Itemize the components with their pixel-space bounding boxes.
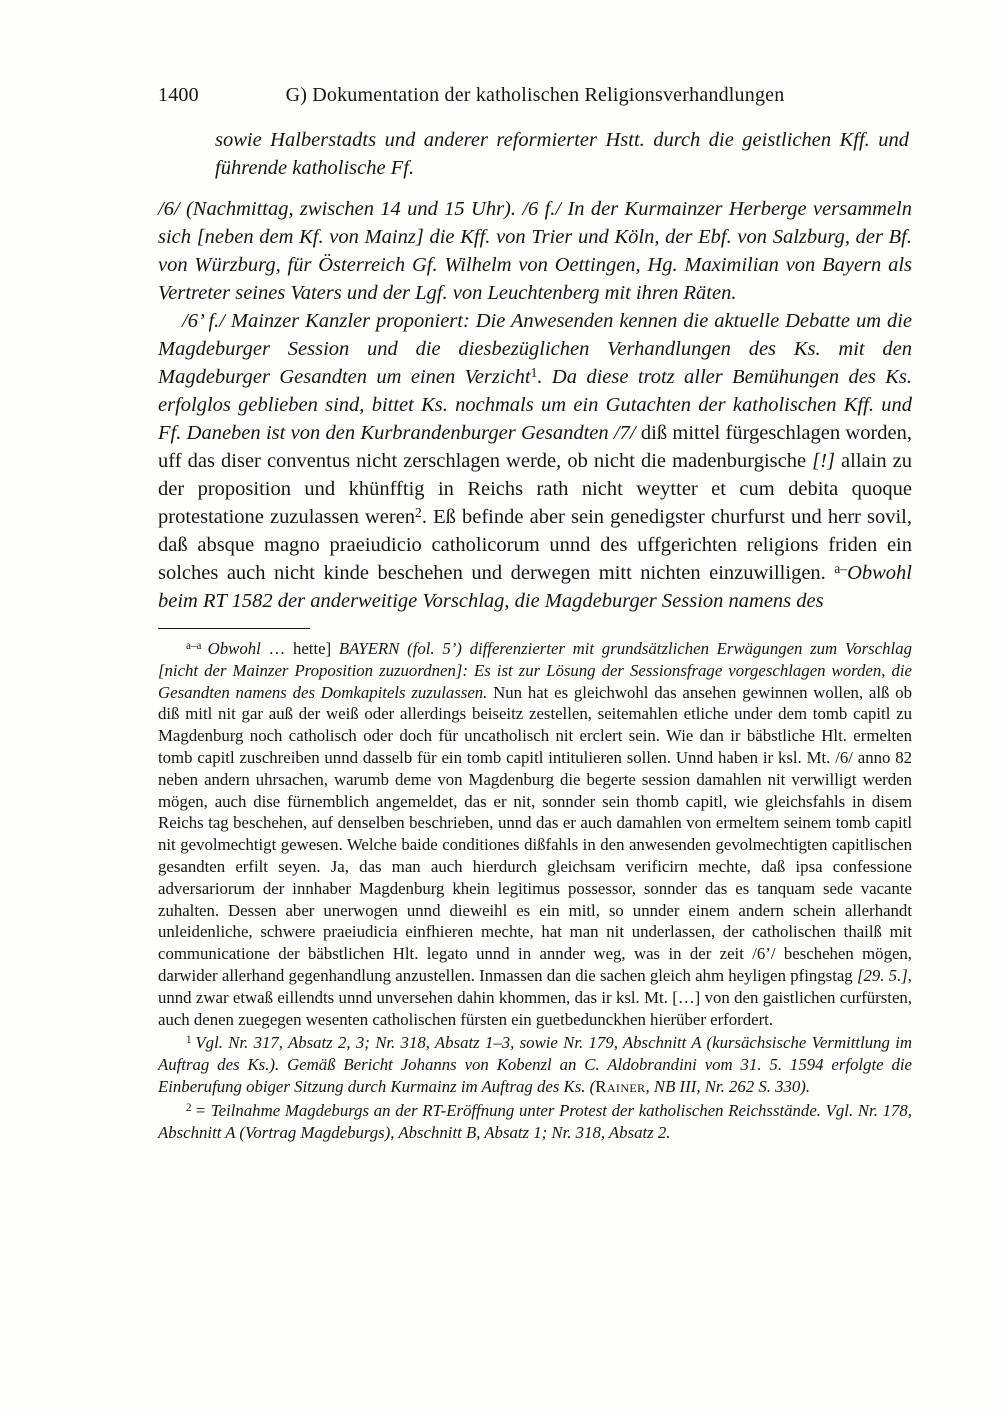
footnote-2: $^2$ = Teilnahme Magdeburgs an der RT-Eröffnung unter Protest der katholischen Reichsstände. Vgl. Nr. 178, Abschnitt A (Vortrag Magdeburgs), Abschnitt B, Absatz 1; Nr. 318, Absatz 2. (158, 1100, 912, 1142)
text-block (158, 84, 912, 1143)
regest-heading: sowie Halberstadts und anderer reformierter Hstt. durch die geistlichen Kff. und führende katholische Ff. (215, 129, 909, 179)
page-number: 1400 (158, 84, 199, 106)
running-header (158, 84, 912, 110)
footnote-separator (158, 628, 310, 629)
footnote-1: $^1$ Vgl. Nr. 317, Absatz 2, 3; Nr. 318, Absatz 1–3, sowie Nr. 179, Abschnitt A (kursächsische Vermittlung im Auftrag des Ks.). Gemäß Bericht Johanns von Kobenzl an C. Aldobrandini vom 31. 5. 1594 erfolgte die Einberufung obiger Sitzung durch Kurmainz im Auftrag des Ks. (Rainer, NB III, Nr. 262 S. 330). (158, 1033, 912, 1096)
footnote-apparatus-a: $^{a-a}$ Obwohl … hette] BAYERN (fol. 5’) differenzierter mit grundsätzlichen Erwägungen zum Vorschlag [nicht der Mainzer Proposition zuzuordnen]: Es ist zur Lösung der Sessionsfrage vorgeschlagen worden, die Gesandten namens des Domkapitels zuzulassen. Nun hat es gleichwohl das ansehen gewinnen wollen, alß ob diß mitl nit gar auß der weiß oder allerdings beiseitz zestellen, seitemahlen etliche under dem tomb capitl zu Magdenburg noch catholisch oder doch für uncatholisch nit erclert sein. Wie dan ir bäbstliche Hlt. ermelten tomb capitl zuschreiben unnd dasselb für ein tomb capitl intitulieren sollen. Unnd haben ir ksl. Mt. /6/ anno 82 neben andern uhrsachen, warumb deme von Magdenburg die begerte session damahlen nit verwilligt werden mögen, auch dise fürnemblich angemeldet, das er nit, sonnder sein thomb capitl, wie gleichsfahls in disem Reichs tag beschehen, auf denselben beschrieben, unnd das er auch damahlen von ermeltem seinem tomb capitl nit gevolmechtigt gewesen. Welche baide conditiones dißfahls in den anwesenden gevolmechtigten capitlischen gesandten erfilt seyen. Ja, das man auch hierdurch gleichsam verificirn mechte, daß ipsa confessione adversariorum der innhaber Magdenburg khein legitimus possessor, sonnder das es tanquam sede vacante zuhalten. Dessen aber unerwogen unnd dieweihl es ein mitl, so unnder einem andern schein allerhandt unleidenliche, schwere praeiudicia einfhieren mechte, hat man nit underlassen, der catholischen thailß mit communicatione der bäbstlichen Hlt. legato unnd in annder weg, was in der zeit /6’/ beschehen mögen, darwider allerhand gegenhandlung anzustellen. Inmassen dan die sachen gleich ahm heyligen pfingstag [29. 5.], unnd zwar etwaß eillendts unnd unversehen dahin khommen, das ir ksl. Mt. […] von den gaistlichen curfürsten, auch denen zuegegen wesenten catholischen fürsten ein guetbedunckhen hierüber erfordert. (158, 639, 912, 1029)
main-text (158, 195, 912, 615)
running-header-title: G) Dokumentation der katholischen Religionsverhandlungen (285, 84, 785, 106)
paragraph-session-description: /6/ (Nachmittag, zwischen 14 und 15 Uhr). /6 f./ In der Kurmainzer Herberge versammeln sich [neben dem Kf. von Mainz] die Kff. von Trier und Köln, der Ebf. von Salzburg, der Bf. von Würzburg, für Österreich Gf. Wilhelm von Oettingen, Hg. Maximilian von Bayern als Vertreter seines Vaters und der Lgf. von Leuchtenberg mit ihren Räten. (158, 198, 912, 304)
paragraph-kanzler-proposition: /6’ f./ Mainzer Kanzler proponiert: Die Anwesenden kennen die aktuelle Debatte um die Magdeburger Session und die diesbezüglichen Verhandlungen des Ks. mit den Magdeburger Gesandten um einen Verzicht$^1$. Da diese trotz aller Bemühungen des Ks. erfolglos geblieben sind, bittet Ks. nochmals um ein Gutachten der katholischen Kff. und Ff. Daneben ist von den Kurbrandenburger Gesandten /7/ diß mittel fürgeschlagen worden, uff das diser conventus nicht zerschlagen werde, ob nicht die madenburgische [!] allain zu der proposition und khünfftig in Reichs rath nicht weytter et cum debita quoque protestatione zuzulassen weren$^2$. Eß befinde aber sein genedigster churfurst und herr sovil, daß absque magno praeiudicio catholicorum unnd des uffgerichten religions friden ein solches auch nicht kinde beschehen und derwegen mitt nichten einzuwilligen. $^{a-}$Obwohl beim RT 1582 der anderweitige Vorschlag, die Magdeburger Session namens des (158, 310, 913, 612)
footnotes (158, 638, 912, 1143)
